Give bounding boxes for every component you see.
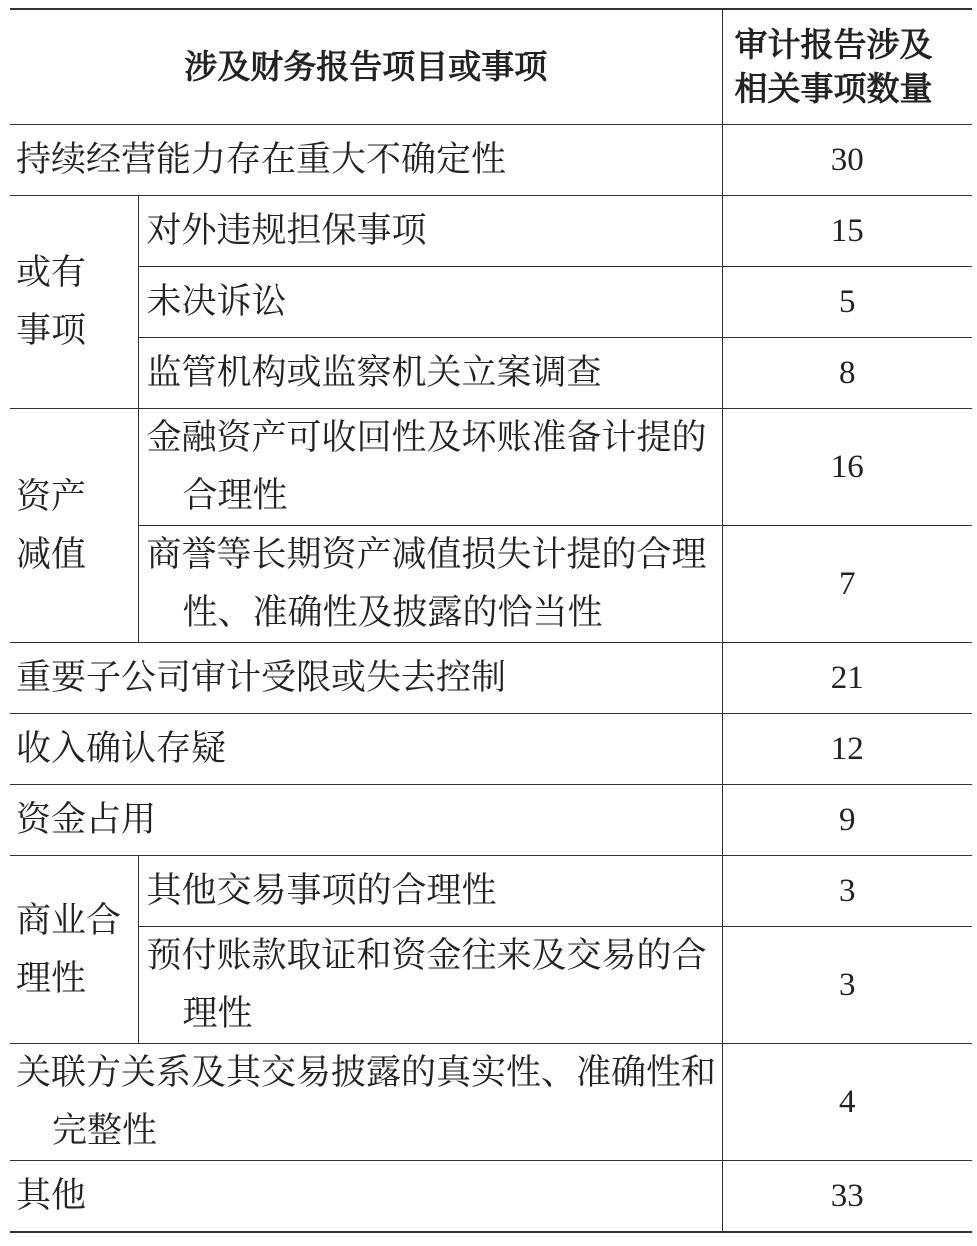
row-item: 重要子公司审计受限或失去控制 (10, 643, 722, 714)
table-row (10, 1161, 972, 1233)
row-count: 21 (722, 643, 972, 714)
row-count: 7 (722, 526, 972, 643)
row-item: 预付账款取证和资金往来及交易的合理性 (138, 927, 722, 1044)
row-item: 对外违规担保事项 (138, 196, 722, 267)
header-count: 审计报告涉及相关事项数量 (722, 9, 972, 125)
group-label-impairment: 资产减值 (10, 409, 138, 643)
table-row (10, 643, 972, 714)
table-row (10, 785, 972, 856)
table-row (10, 526, 972, 643)
table-row (10, 714, 972, 785)
row-count: 16 (722, 409, 972, 526)
row-count: 3 (722, 927, 972, 1044)
table-row (10, 409, 972, 526)
table-row (10, 125, 972, 196)
row-item: 其他交易事项的合理性 (138, 856, 722, 927)
row-item: 金融资产可收回性及坏账准备计提的合理性 (138, 409, 722, 526)
row-item: 商誉等长期资产减值损失计提的合理性、准确性及披露的恰当性 (138, 526, 722, 643)
table-row (10, 196, 972, 267)
row-count: 4 (722, 1044, 972, 1161)
row-item: 未决诉讼 (138, 267, 722, 338)
table-row (10, 856, 972, 927)
table-row (10, 338, 972, 409)
row-count: 12 (722, 714, 972, 785)
row-item: 监管机构或监察机关立案调查 (138, 338, 722, 409)
row-item: 资金占用 (10, 785, 722, 856)
group-label-business: 商业合理性 (10, 856, 138, 1044)
row-item: 收入确认存疑 (10, 714, 722, 785)
row-item: 其他 (10, 1161, 722, 1233)
row-count: 3 (722, 856, 972, 927)
audit-items-table (10, 8, 972, 1233)
header-item: 涉及财务报告项目或事项 (10, 9, 722, 125)
audit-items-table-container (10, 8, 972, 1233)
row-count: 30 (722, 125, 972, 196)
table-row (10, 927, 972, 1044)
header-row (10, 9, 972, 125)
row-item: 关联方关系及其交易披露的真实性、准确性和完整性 (10, 1044, 722, 1161)
table-row (10, 1044, 972, 1161)
row-count: 33 (722, 1161, 972, 1233)
row-count: 5 (722, 267, 972, 338)
table-row (10, 267, 972, 338)
row-count: 8 (722, 338, 972, 409)
row-count: 15 (722, 196, 972, 267)
row-count: 9 (722, 785, 972, 856)
group-label-contingent: 或有事项 (10, 196, 138, 409)
row-item: 持续经营能力存在重大不确定性 (10, 125, 722, 196)
